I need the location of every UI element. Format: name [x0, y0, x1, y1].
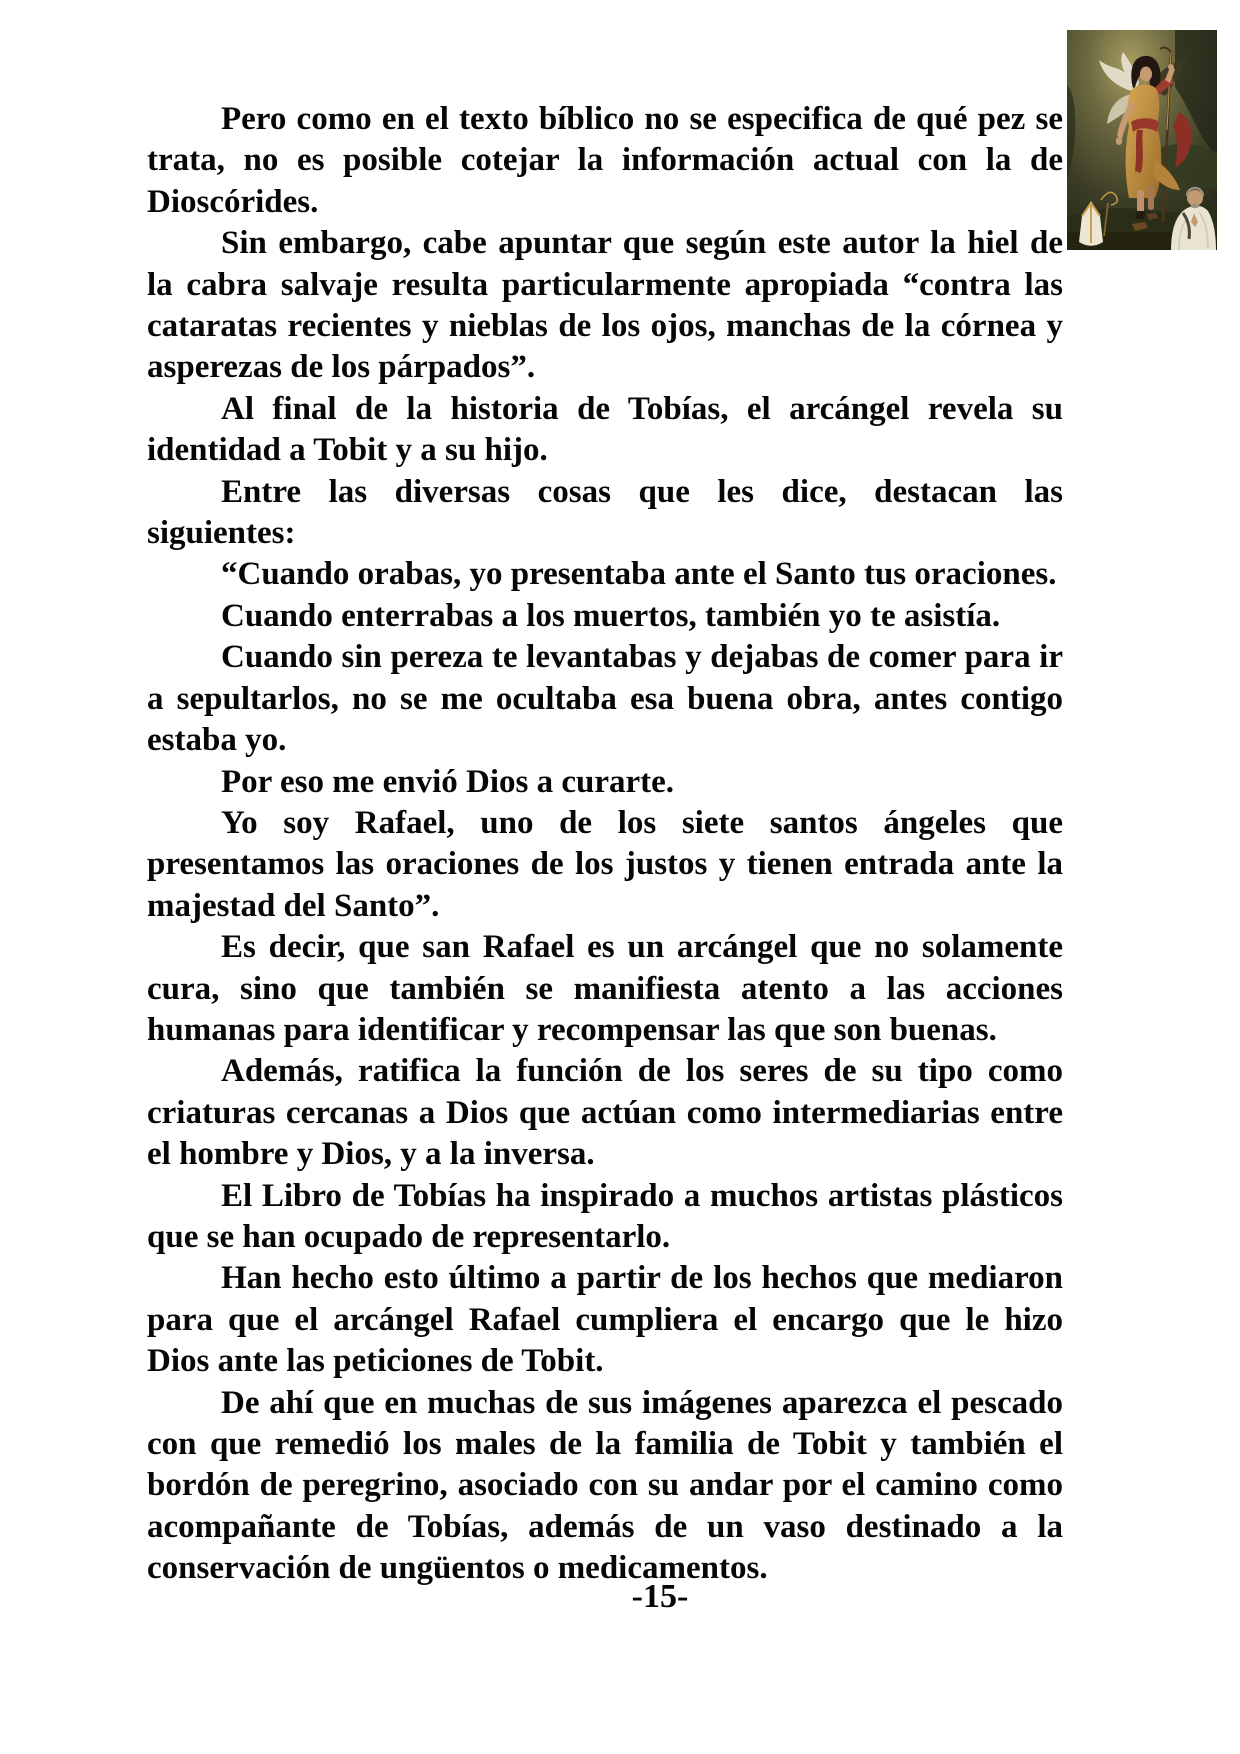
archangel-raphael-painting	[1067, 30, 1217, 250]
leg-back	[1148, 186, 1154, 210]
paragraph: Por eso me envió Dios a curarte.	[221, 763, 675, 800]
page-number: -15-	[631, 1578, 689, 1615]
paragraph: Es decir, que san Rafael es un arcángel que no solamente cura, sino que también se manifiesta atento a las acciones humanas para identificar y recompensar las que son buenas.	[147, 929, 1063, 1048]
paragraph: El Libro de Tobías ha inspirado a muchos artistas plásticos que se han ocupado de representarlo.	[147, 1177, 1063, 1255]
paragraph: Cuando enterrabas a los muertos, también yo te asistía.	[221, 597, 1001, 634]
text-block	[147, 99, 1063, 1590]
paragraph: Sin embargo, cabe apuntar que según este autor la hiel de la cabra salvaje resulta particularmente apropiada “contra las cataratas recientes y nieblas de los ojos, manchas de la córnea y asperezas de los párpados”.	[147, 225, 1063, 386]
hand-on-staff	[1168, 64, 1174, 70]
bishop-head	[1187, 190, 1203, 206]
paragraph: Pero como en el texto bíblico no se especifica de qué pez se trata, no es posible cotejar la información actual con la de Dioscórides.	[147, 101, 1063, 220]
archangel-raphael-painting-canvas	[1067, 30, 1217, 250]
paragraph: Yo soy Rafael, uno de los siete santos ángeles que presentamos las oraciones de los justos y tienen entrada ante la majestad del Santo”.	[147, 804, 1063, 924]
open-hand	[1116, 137, 1122, 145]
boot-band	[1136, 211, 1145, 219]
bishop-beard	[1191, 204, 1200, 208]
paragraph: De ahí que en muchas de sus imágenes aparezca el pescado con que remedió los males de la familia de Tobit y también el bordón de peregrino, asociado con su andar por el camino como acompañante de Tobías, además de un vaso destinado a la conservación de ungüentos o medicamentos.	[147, 1384, 1063, 1587]
paragraph: Entre las diversas cosas que les dice, destacan las siguientes:	[147, 473, 1063, 552]
face	[1140, 67, 1152, 82]
paragraph: Además, ratifica la función de los seres de su tipo como criaturas cercanas a Dios que actúan como intermediarias entre el hombre y Dios, y a la inversa.	[147, 1053, 1063, 1173]
paragraph: Cuando sin pereza te levantabas y dejabas de comer para ir a sepultarlos, no se me ocultaba esa buena obra, antes contigo estaba yo.	[147, 639, 1063, 759]
paragraph: Han hecho esto último a partir de los hechos que mediaron para que el arcángel Rafael cumpliera el encargo que le hizo Dios ante las peticiones de Tobit.	[147, 1260, 1063, 1380]
paragraph: “Cuando orabas, yo presentaba ante el Santo tus oraciones.	[221, 556, 1057, 593]
paragraph: Al final de la historia de Tobías, el arcángel revela su identidad a Tobit y a su hijo.	[147, 390, 1063, 469]
